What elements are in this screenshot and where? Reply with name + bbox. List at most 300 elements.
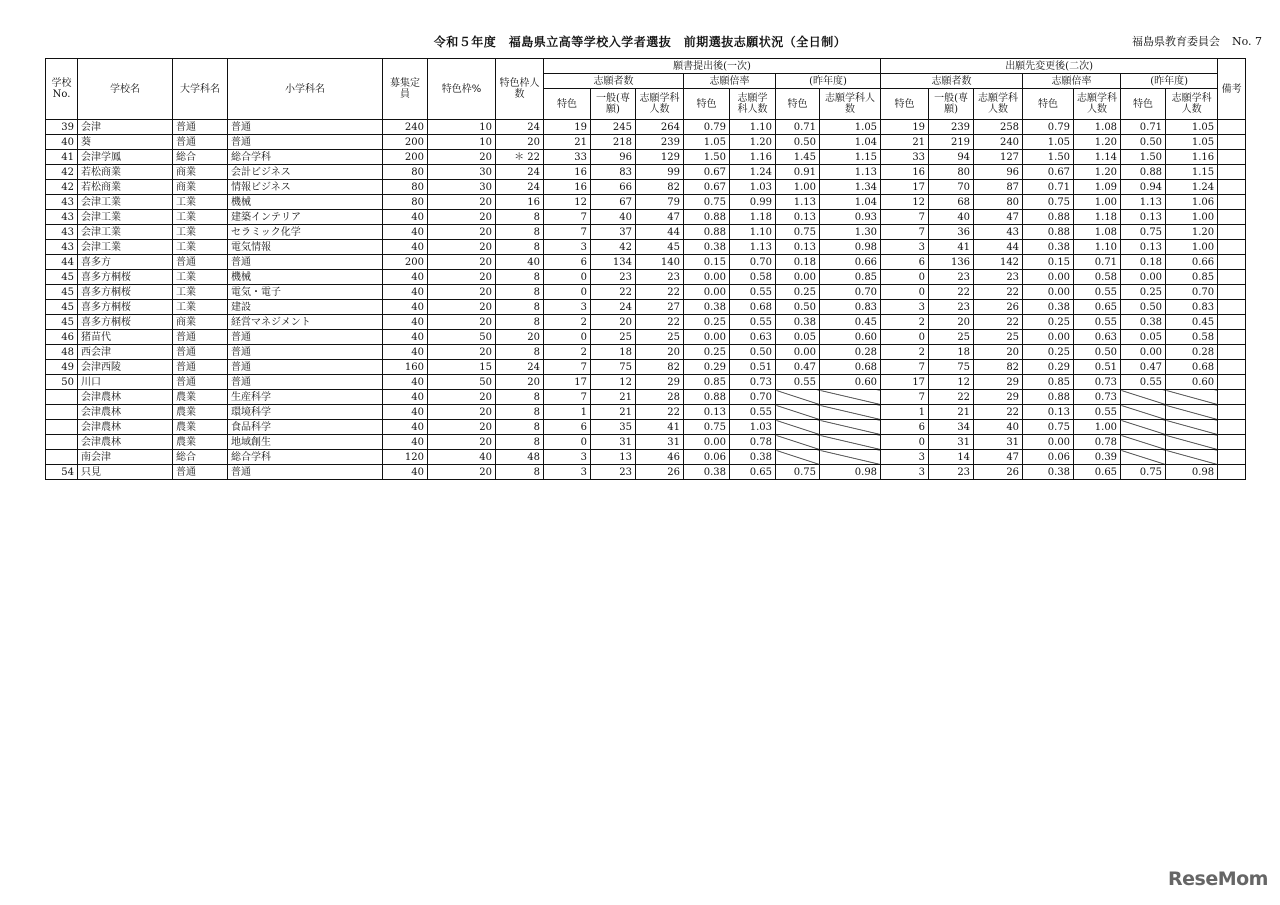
cell-second-last-tokushoku: 0.05: [1121, 330, 1166, 345]
cell-first-last-tokushoku: 0.50: [776, 135, 820, 150]
cell-first-general: 67: [591, 195, 636, 210]
cell-first-general: 218: [591, 135, 636, 150]
cell-second-dept-total: 127: [974, 150, 1023, 165]
sub-general: 一般(専願): [929, 89, 974, 120]
cell-first-last-tokushoku: 0.75: [776, 465, 820, 480]
cell-first-dept-total: 31: [636, 435, 684, 450]
cell-remarks: [1218, 360, 1246, 375]
cell-first-ratio-tokushoku: 0.29: [684, 360, 730, 375]
cell-tokushoku-num: 20: [496, 330, 544, 345]
cell-first-tokushoku: 33: [544, 150, 591, 165]
col-tokushoku-pct: 特色枠%: [428, 59, 496, 120]
cell-dept-major: 普通: [173, 360, 228, 375]
cell-remarks: [1218, 405, 1246, 420]
cell-tokushoku-num: 24: [496, 165, 544, 180]
cell-first-tokushoku: 6: [544, 255, 591, 270]
cell-first-dept-total: 99: [636, 165, 684, 180]
cell-first-ratio-dept: 0.38: [730, 450, 776, 465]
cell-second-ratio-tokushoku: 0.25: [1023, 345, 1074, 360]
cell-school-name: 会津農林: [78, 390, 173, 405]
cell-first-general: 20: [591, 315, 636, 330]
cell-second-general: 21: [929, 405, 974, 420]
cell-second-tokushoku: 2: [881, 345, 929, 360]
cell-remarks: [1218, 390, 1246, 405]
cell-first-ratio-dept: 0.55: [730, 405, 776, 420]
cell-first-general: 18: [591, 345, 636, 360]
table-row: [46, 210, 1246, 225]
cell-second-dept-total: 80: [974, 195, 1023, 210]
cell-first-last-tokushoku: 0.13: [776, 240, 820, 255]
col-tokushoku-num: 特色枠人数: [496, 59, 544, 120]
cell-first-ratio-dept: 0.51: [730, 360, 776, 375]
cell-second-dept-total: 20: [974, 345, 1023, 360]
cell-first-dept-total: 45: [636, 240, 684, 255]
cell-first-dept-total: 47: [636, 210, 684, 225]
cell-school-name: 会津工業: [78, 210, 173, 225]
cell-second-last-dept: 1.06: [1166, 195, 1218, 210]
cell-remarks: [1218, 465, 1246, 480]
cell-dept-minor: 普通: [228, 375, 383, 390]
cell-school-name: 南会津: [78, 450, 173, 465]
cell-dept-minor: 経営マネジメント: [228, 315, 383, 330]
cell-first-ratio-dept: 1.10: [730, 120, 776, 135]
table-row: [46, 315, 1246, 330]
cell-first-last-dept: 1.05: [820, 120, 881, 135]
cell-first-last-dept: 0.66: [820, 255, 881, 270]
cell-second-ratio-dept: 1.20: [1074, 135, 1121, 150]
cell-first-tokushoku: 3: [544, 450, 591, 465]
cell-tokushoku-num: 40: [496, 255, 544, 270]
cell-second-tokushoku: 7: [881, 360, 929, 375]
cell-second-ratio-tokushoku: 0.00: [1023, 330, 1074, 345]
cell-capacity: 160: [383, 360, 428, 375]
cell-first-last-dept: [820, 420, 881, 435]
cell-school-no: [46, 435, 78, 450]
sub-tokushoku: 特色: [1023, 89, 1074, 120]
table-row: [46, 450, 1246, 465]
cell-second-tokushoku: 12: [881, 195, 929, 210]
cell-capacity: 40: [383, 330, 428, 345]
cell-school-no: 44: [46, 255, 78, 270]
cell-first-ratio-tokushoku: 0.06: [684, 450, 730, 465]
cell-tokushoku-pct: 20: [428, 210, 496, 225]
cell-capacity: 40: [383, 225, 428, 240]
cell-school-name: 会津工業: [78, 240, 173, 255]
cell-second-dept-total: 87: [974, 180, 1023, 195]
cell-first-last-tokushoku: [776, 390, 820, 405]
cell-first-tokushoku: 16: [544, 180, 591, 195]
cell-capacity: 40: [383, 435, 428, 450]
cell-second-last-dept: 0.68: [1166, 360, 1218, 375]
cell-second-last-tokushoku: 0.47: [1121, 360, 1166, 375]
cell-second-last-dept: 1.16: [1166, 150, 1218, 165]
cell-tokushoku-pct: 50: [428, 330, 496, 345]
cell-second-ratio-tokushoku: 1.05: [1023, 135, 1074, 150]
cell-second-tokushoku: 7: [881, 390, 929, 405]
cell-first-ratio-tokushoku: 0.25: [684, 315, 730, 330]
cell-remarks: [1218, 330, 1246, 345]
cell-dept-minor: 普通: [228, 465, 383, 480]
cell-first-last-tokushoku: [776, 450, 820, 465]
cell-first-general: 245: [591, 120, 636, 135]
cell-remarks: [1218, 180, 1246, 195]
cell-school-no: 48: [46, 345, 78, 360]
cell-school-name: 会津学鳳: [78, 150, 173, 165]
cell-dept-major: 普通: [173, 465, 228, 480]
cell-first-general: 42: [591, 240, 636, 255]
cell-second-last-dept: 0.45: [1166, 315, 1218, 330]
cell-first-ratio-tokushoku: 0.75: [684, 420, 730, 435]
cell-second-general: 14: [929, 450, 974, 465]
cell-second-last-dept: 1.20: [1166, 225, 1218, 240]
cell-tokushoku-pct: 20: [428, 225, 496, 240]
first-ratio: 志願倍率: [684, 74, 776, 89]
cell-tokushoku-pct: 20: [428, 300, 496, 315]
cell-dept-minor: 普通: [228, 255, 383, 270]
cell-second-tokushoku: 6: [881, 255, 929, 270]
cell-first-ratio-dept: 0.78: [730, 435, 776, 450]
cell-second-general: 23: [929, 465, 974, 480]
cell-first-dept-total: 29: [636, 375, 684, 390]
cell-school-no: 43: [46, 225, 78, 240]
cell-first-general: 83: [591, 165, 636, 180]
cell-first-last-dept: 0.83: [820, 300, 881, 315]
cell-second-ratio-dept: 0.71: [1074, 255, 1121, 270]
cell-capacity: 120: [383, 450, 428, 465]
cell-second-last-dept: 1.00: [1166, 240, 1218, 255]
group-second: 出願先変更後(二次): [881, 59, 1218, 74]
issuer-name: 福島県教育委員会: [1132, 35, 1220, 48]
cell-first-ratio-dept: 0.58: [730, 270, 776, 285]
cell-first-last-dept: 0.45: [820, 315, 881, 330]
cell-second-general: 23: [929, 300, 974, 315]
sub-tokushoku: 特色: [544, 89, 591, 120]
col-dept-minor: 小学科名: [228, 59, 383, 120]
cell-remarks: [1218, 435, 1246, 450]
cell-school-no: 46: [46, 330, 78, 345]
cell-first-general: 23: [591, 465, 636, 480]
cell-school-no: 40: [46, 135, 78, 150]
cell-second-ratio-dept: 0.55: [1074, 285, 1121, 300]
cell-second-dept-total: 26: [974, 465, 1023, 480]
cell-remarks: [1218, 195, 1246, 210]
cell-first-general: 40: [591, 210, 636, 225]
cell-dept-minor: 食品科学: [228, 420, 383, 435]
cell-first-ratio-tokushoku: 0.88: [684, 210, 730, 225]
cell-tokushoku-pct: 20: [428, 195, 496, 210]
cell-school-no: 43: [46, 210, 78, 225]
cell-tokushoku-num: 24: [496, 180, 544, 195]
cell-second-ratio-dept: 1.09: [1074, 180, 1121, 195]
cell-tokushoku-pct: 10: [428, 120, 496, 135]
cell-second-last-dept: 0.58: [1166, 330, 1218, 345]
cell-tokushoku-pct: 20: [428, 240, 496, 255]
cell-dept-minor: 環境科学: [228, 405, 383, 420]
cell-dept-major: 普通: [173, 255, 228, 270]
cell-first-ratio-dept: 1.03: [730, 180, 776, 195]
cell-second-dept-total: 47: [974, 210, 1023, 225]
cell-first-general: 21: [591, 405, 636, 420]
second-ratio: 志願倍率: [1023, 74, 1121, 89]
cell-remarks: [1218, 225, 1246, 240]
cell-first-ratio-dept: 0.70: [730, 255, 776, 270]
cell-first-tokushoku: 3: [544, 300, 591, 315]
cell-first-last-tokushoku: 1.00: [776, 180, 820, 195]
cell-first-last-tokushoku: 0.91: [776, 165, 820, 180]
cell-first-ratio-dept: 1.20: [730, 135, 776, 150]
cell-second-general: 75: [929, 360, 974, 375]
cell-second-general: 25: [929, 330, 974, 345]
col-remarks: 備考: [1218, 59, 1246, 120]
cell-second-ratio-tokushoku: 0.88: [1023, 390, 1074, 405]
cell-tokushoku-pct: 30: [428, 180, 496, 195]
cell-second-last-dept: 0.66: [1166, 255, 1218, 270]
cell-first-dept-total: 28: [636, 390, 684, 405]
issuer: [1132, 33, 1262, 49]
cell-second-last-tokushoku: 0.13: [1121, 240, 1166, 255]
cell-dept-minor: 普通: [228, 360, 383, 375]
cell-tokushoku-pct: 10: [428, 135, 496, 150]
cell-first-tokushoku: 1: [544, 405, 591, 420]
cell-first-last-dept: 0.60: [820, 375, 881, 390]
cell-second-last-tokushoku: 1.13: [1121, 195, 1166, 210]
table-row: [46, 240, 1246, 255]
cell-first-ratio-tokushoku: 0.38: [684, 300, 730, 315]
cell-first-ratio-dept: 0.63: [730, 330, 776, 345]
cell-tokushoku-pct: 15: [428, 360, 496, 375]
cell-second-ratio-tokushoku: 0.29: [1023, 360, 1074, 375]
cell-first-tokushoku: 16: [544, 165, 591, 180]
cell-capacity: 40: [383, 420, 428, 435]
table-row: [46, 120, 1246, 135]
cell-dept-minor: 電気情報: [228, 240, 383, 255]
cell-tokushoku-num: 8: [496, 435, 544, 450]
cell-second-last-dept: [1166, 390, 1218, 405]
cell-first-ratio-tokushoku: 0.00: [684, 285, 730, 300]
cell-second-ratio-dept: 0.39: [1074, 450, 1121, 465]
cell-capacity: 240: [383, 120, 428, 135]
cell-second-dept-total: 23: [974, 270, 1023, 285]
cell-first-ratio-tokushoku: 0.67: [684, 165, 730, 180]
cell-first-tokushoku: 7: [544, 390, 591, 405]
cell-dept-major: 普通: [173, 120, 228, 135]
cell-second-general: 40: [929, 210, 974, 225]
cell-capacity: 40: [383, 210, 428, 225]
cell-dept-major: 農業: [173, 420, 228, 435]
cell-second-last-dept: 1.05: [1166, 120, 1218, 135]
cell-school-name: 喜多方: [78, 255, 173, 270]
cell-second-dept-total: 22: [974, 285, 1023, 300]
sub-dept-total: 志願学科人数: [636, 89, 684, 120]
cell-school-no: [46, 450, 78, 465]
cell-remarks: [1218, 345, 1246, 360]
cell-second-last-dept: [1166, 420, 1218, 435]
cell-second-dept-total: 240: [974, 135, 1023, 150]
cell-second-last-tokushoku: [1121, 435, 1166, 450]
cell-second-tokushoku: 17: [881, 180, 929, 195]
cell-first-tokushoku: 3: [544, 240, 591, 255]
cell-second-general: 18: [929, 345, 974, 360]
cell-tokushoku-num: 20: [496, 135, 544, 150]
cell-first-general: 12: [591, 375, 636, 390]
cell-second-dept-total: 31: [974, 435, 1023, 450]
cell-remarks: [1218, 420, 1246, 435]
table-row: [46, 300, 1246, 315]
cell-second-ratio-tokushoku: 0.00: [1023, 435, 1074, 450]
sub-dept-total: 志願学科人数: [730, 89, 776, 120]
cell-tokushoku-pct: 20: [428, 270, 496, 285]
cell-first-dept-total: 129: [636, 150, 684, 165]
table-body: [46, 120, 1246, 480]
cell-first-general: 23: [591, 270, 636, 285]
cell-school-name: 若松商業: [78, 165, 173, 180]
cell-second-tokushoku: 3: [881, 300, 929, 315]
cell-first-last-tokushoku: 0.18: [776, 255, 820, 270]
cell-dept-minor: 機械: [228, 195, 383, 210]
cell-first-dept-total: 27: [636, 300, 684, 315]
cell-second-ratio-tokushoku: 0.00: [1023, 285, 1074, 300]
sub-tokushoku: 特色: [776, 89, 820, 120]
cell-second-ratio-dept: 0.58: [1074, 270, 1121, 285]
cell-remarks: [1218, 375, 1246, 390]
cell-first-dept-total: 22: [636, 405, 684, 420]
cell-first-tokushoku: 0: [544, 330, 591, 345]
cell-remarks: [1218, 285, 1246, 300]
cell-second-dept-total: 142: [974, 255, 1023, 270]
cell-school-no: 54: [46, 465, 78, 480]
cell-first-general: 134: [591, 255, 636, 270]
cell-school-name: 猪苗代: [78, 330, 173, 345]
cell-tokushoku-num: 24: [496, 120, 544, 135]
table-row: [46, 195, 1246, 210]
cell-second-last-dept: 0.83: [1166, 300, 1218, 315]
cell-remarks: [1218, 270, 1246, 285]
cell-first-dept-total: 23: [636, 270, 684, 285]
cell-second-ratio-tokushoku: 0.88: [1023, 210, 1074, 225]
cell-remarks: [1218, 210, 1246, 225]
cell-school-name: 会津: [78, 120, 173, 135]
cell-first-last-dept: 0.98: [820, 465, 881, 480]
cell-dept-minor: 機械: [228, 270, 383, 285]
cell-second-tokushoku: 17: [881, 375, 929, 390]
cell-capacity: 80: [383, 180, 428, 195]
cell-first-last-dept: 0.93: [820, 210, 881, 225]
cell-school-no: 39: [46, 120, 78, 135]
cell-first-last-dept: 1.04: [820, 135, 881, 150]
cell-second-general: 219: [929, 135, 974, 150]
cell-first-ratio-dept: 1.03: [730, 420, 776, 435]
cell-first-last-tokushoku: [776, 435, 820, 450]
first-applicants: 志願者数: [544, 74, 684, 89]
group-first: 願書提出後(一次): [544, 59, 881, 74]
cell-first-last-dept: [820, 435, 881, 450]
cell-second-ratio-tokushoku: 0.06: [1023, 450, 1074, 465]
cell-first-general: 13: [591, 450, 636, 465]
cell-tokushoku-pct: 20: [428, 150, 496, 165]
cell-second-ratio-dept: 1.00: [1074, 195, 1121, 210]
cell-dept-major: 工業: [173, 300, 228, 315]
cell-capacity: 40: [383, 240, 428, 255]
cell-dept-minor: 建築インテリア: [228, 210, 383, 225]
cell-second-ratio-dept: 1.18: [1074, 210, 1121, 225]
cell-second-tokushoku: 33: [881, 150, 929, 165]
cell-second-ratio-tokushoku: 1.50: [1023, 150, 1074, 165]
cell-school-name: 若松商業: [78, 180, 173, 195]
table-row: [46, 225, 1246, 240]
cell-first-last-dept: 1.30: [820, 225, 881, 240]
cell-second-general: 80: [929, 165, 974, 180]
cell-second-general: 22: [929, 285, 974, 300]
cell-second-general: 23: [929, 270, 974, 285]
cell-first-general: 37: [591, 225, 636, 240]
cell-first-ratio-tokushoku: 0.88: [684, 390, 730, 405]
cell-second-ratio-dept: 1.14: [1074, 150, 1121, 165]
cell-first-last-tokushoku: 0.13: [776, 210, 820, 225]
cell-first-dept-total: 140: [636, 255, 684, 270]
cell-dept-minor: 会計ビジネス: [228, 165, 383, 180]
cell-second-dept-total: 25: [974, 330, 1023, 345]
cell-second-last-tokushoku: 1.50: [1121, 150, 1166, 165]
cell-second-general: 12: [929, 375, 974, 390]
cell-capacity: 80: [383, 165, 428, 180]
cell-second-dept-total: 47: [974, 450, 1023, 465]
cell-first-ratio-tokushoku: 0.67: [684, 180, 730, 195]
cell-first-last-tokushoku: 0.55: [776, 375, 820, 390]
cell-tokushoku-num: 8: [496, 465, 544, 480]
cell-dept-major: 商業: [173, 180, 228, 195]
cell-capacity: 40: [383, 375, 428, 390]
cell-school-no: [46, 420, 78, 435]
cell-second-last-dept: 0.70: [1166, 285, 1218, 300]
cell-second-ratio-tokushoku: 0.75: [1023, 195, 1074, 210]
cell-second-last-tokushoku: 0.50: [1121, 135, 1166, 150]
cell-first-ratio-tokushoku: 0.75: [684, 195, 730, 210]
cell-first-last-dept: [820, 450, 881, 465]
cell-first-last-tokushoku: 0.47: [776, 360, 820, 375]
cell-first-ratio-tokushoku: 0.38: [684, 240, 730, 255]
cell-school-name: 只見: [78, 465, 173, 480]
cell-school-no: 50: [46, 375, 78, 390]
cell-capacity: 40: [383, 465, 428, 480]
cell-remarks: [1218, 165, 1246, 180]
cell-second-last-dept: 0.28: [1166, 345, 1218, 360]
cell-first-last-tokushoku: 0.00: [776, 345, 820, 360]
cell-first-general: 25: [591, 330, 636, 345]
table-row: [46, 330, 1246, 345]
cell-school-no: 49: [46, 360, 78, 375]
cell-second-last-tokushoku: 0.38: [1121, 315, 1166, 330]
cell-tokushoku-pct: 20: [428, 435, 496, 450]
cell-second-tokushoku: 3: [881, 450, 929, 465]
cell-dept-major: 普通: [173, 375, 228, 390]
cell-school-name: 喜多方桐桜: [78, 315, 173, 330]
cell-first-ratio-dept: 1.24: [730, 165, 776, 180]
cell-first-dept-total: 264: [636, 120, 684, 135]
cell-first-ratio-dept: 0.65: [730, 465, 776, 480]
cell-second-ratio-dept: 0.65: [1074, 300, 1121, 315]
cell-tokushoku-pct: 20: [428, 405, 496, 420]
cell-second-tokushoku: 0: [881, 330, 929, 345]
cell-second-dept-total: 40: [974, 420, 1023, 435]
cell-dept-major: 普通: [173, 135, 228, 150]
cell-first-ratio-dept: 0.50: [730, 345, 776, 360]
cell-second-general: 136: [929, 255, 974, 270]
cell-second-last-dept: [1166, 435, 1218, 450]
cell-dept-major: 工業: [173, 195, 228, 210]
cell-first-ratio-tokushoku: 0.00: [684, 330, 730, 345]
cell-second-last-tokushoku: [1121, 420, 1166, 435]
sub-dept-total: 志願学科人数: [820, 89, 881, 120]
